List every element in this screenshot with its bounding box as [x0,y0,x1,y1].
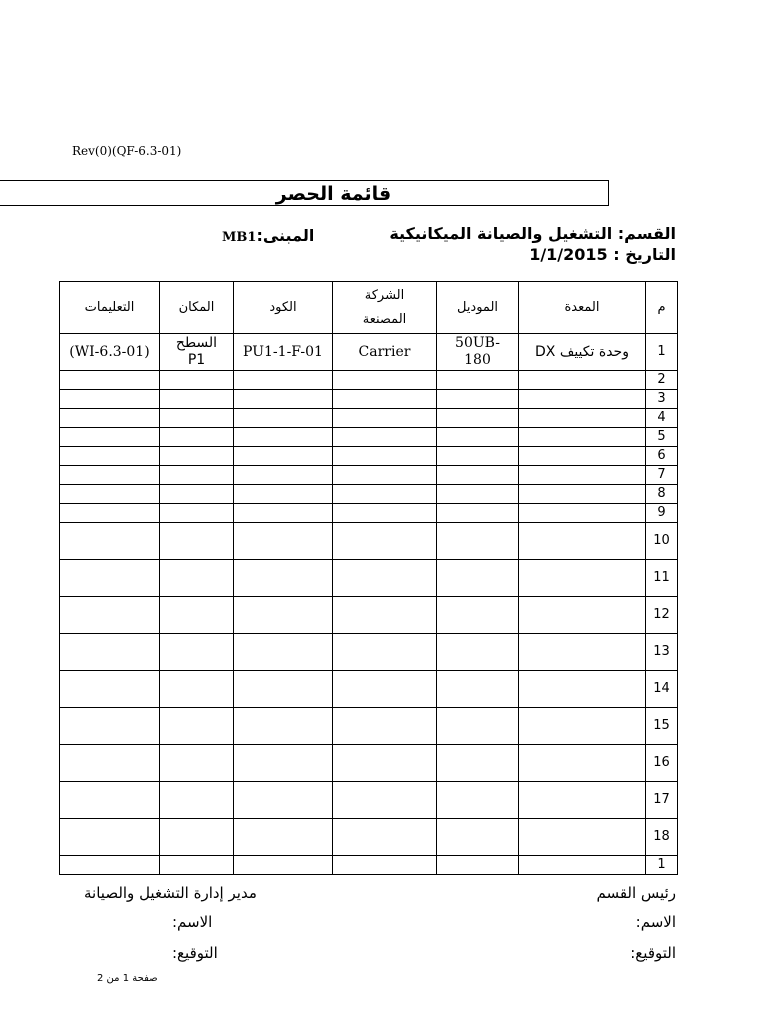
cell-row-number: 4 [646,409,678,428]
table-row [60,371,678,390]
department-label: القسم: التشغيل والصيانة الميكانيكية [389,224,676,243]
page-number: صفحة 1 من 2 [97,973,158,984]
cell-location: السطح P1 [160,334,234,371]
table-row [60,504,678,523]
cell-row-number: 8 [646,485,678,504]
col-equipment-header: المعدة [519,282,646,334]
col-instructions-header: التعليمات [60,282,160,334]
table-row [60,485,678,504]
cell-instructions: (WI-6.3-01) [60,334,160,371]
page-title: قائمة الحصر [275,183,392,205]
name-label-right: الاسم: [635,913,676,931]
cell-row-number: 6 [646,447,678,466]
table-row [60,390,678,409]
revision-code: Rev(0)(QF-6.3-01) [72,144,182,158]
col-no-header: م [646,282,678,334]
date-label: التاريخ : 1/1/2015 [529,245,676,264]
table-row [60,708,678,745]
col-manufacturer-header: الشركة المصنعة [333,282,437,334]
building-code: MB1 [222,230,257,245]
cell-row-number: 3 [646,390,678,409]
table-row [60,782,678,819]
cell-row-number: 1 [646,334,678,371]
col-location-header: المكان [160,282,234,334]
head-of-department-label: رئيس القسم [596,884,676,902]
cell-row-number: 10 [646,523,678,560]
cell-equipment: وحدة تكييف DX [519,334,646,371]
table-row [60,560,678,597]
table-row [60,523,678,560]
cell-row-number: 12 [646,597,678,634]
cell-row-number: 5 [646,428,678,447]
cell-row-number: 16 [646,745,678,782]
cell-row-number: 9 [646,504,678,523]
name-label-left: الاسم: [172,913,213,931]
cell-code: PU1-1-F-01 [234,334,333,371]
table-row [60,409,678,428]
building-label: المبنى: [256,226,315,245]
table-row [60,671,678,708]
col-code-header: الكود [234,282,333,334]
cell-manufacturer: Carrier [333,334,437,371]
table-row [60,819,678,856]
table-row [60,856,678,875]
table-row [60,466,678,485]
cell-row-number: 11 [646,560,678,597]
table-row [60,428,678,447]
cell-row-number: 17 [646,782,678,819]
table-row [60,745,678,782]
title-box [0,180,609,206]
table-row [60,447,678,466]
table-header-row [60,282,678,334]
table-row [60,597,678,634]
col-model-header: الموديل [437,282,519,334]
cell-row-number: 15 [646,708,678,745]
cell-model: 50UB-180 [437,334,519,371]
building-field [222,226,314,245]
table-row [60,334,678,371]
cell-row-number: 13 [646,634,678,671]
signature-label-right: التوقيع: [630,944,676,962]
inventory-table [59,281,678,875]
cell-row-number: 14 [646,671,678,708]
table-row [60,634,678,671]
cell-row-number: 1 [646,856,678,875]
cell-row-number: 2 [646,371,678,390]
signature-label-left: التوقيع: [172,944,218,962]
cell-row-number: 7 [646,466,678,485]
om-manager-label: مدير إدارة التشغيل والصيانة [84,884,257,902]
cell-row-number: 18 [646,819,678,856]
